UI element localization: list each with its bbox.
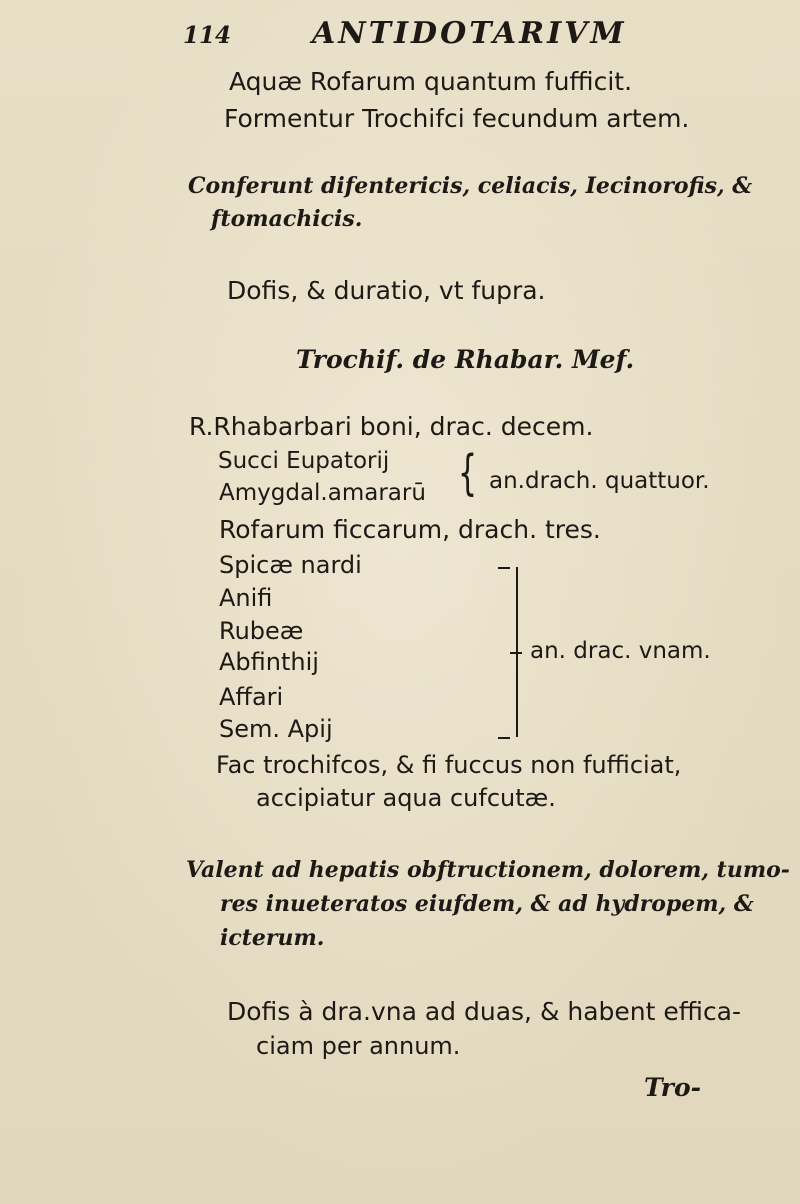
valent-line: res inueteratos eiufdem, & ad hydropem, & — [220, 891, 754, 917]
recipe-line: R.Rhabarbari boni, drac. decem. — [189, 412, 594, 441]
recipe-line: Rofarum ficcarum, drach. tres. — [219, 515, 601, 544]
conferunt-line: ftomachicis. — [211, 206, 363, 232]
dosis-line: Dofis à dra.vna ad duas, & habent effica- — [227, 997, 742, 1026]
text-line: Formentur Trochifci fecundum artem. — [224, 104, 690, 133]
valent-line: Valent ad hepatis obftructionem, dolorem, tumo- — [186, 857, 790, 883]
group-amount: an. drac. vnam. — [530, 638, 711, 664]
ingredient: Anifi — [219, 584, 273, 612]
ingredient: Sem. Apij — [219, 715, 333, 743]
recipe-title: Trochif. de Rhabar. Mef. — [296, 345, 635, 374]
bracket-cap-top — [498, 567, 510, 569]
text-line: Aquæ Rofarum quantum fufficit. — [229, 67, 633, 96]
ingredient: Spicæ nardi — [219, 551, 362, 579]
ingredient: Rubeæ — [219, 617, 304, 645]
bracket-cap-bottom — [498, 737, 510, 739]
recipe-line: Succi Eupatorij — [218, 448, 390, 474]
ingredient: Affari — [219, 683, 284, 711]
curly-brace: { — [458, 446, 478, 502]
page-number: 114 — [183, 22, 232, 49]
ingredient: Abfinthij — [219, 648, 319, 676]
conferunt-line: Conferunt difentericis, celiacis, Iecinorofis, & — [188, 173, 753, 199]
instruction-line: accipiatur aqua cufcutæ. — [256, 784, 556, 812]
recipe-line: Amygdal.amararū — [219, 480, 426, 506]
instruction-line: Fac trochifcos, & fi fuccus non fufficiat, — [216, 751, 682, 779]
group-amount: an.drach. quattuor. — [489, 468, 710, 494]
bracket-tick — [510, 652, 522, 654]
running-title: ANTIDOTARIVM — [312, 16, 627, 51]
catchword: Tro- — [644, 1073, 702, 1102]
dosis-line: ciam per annum. — [256, 1032, 461, 1060]
valent-line: icterum. — [220, 925, 325, 951]
dosis-line: Dofis, & duratio, vt fupra. — [227, 276, 546, 305]
